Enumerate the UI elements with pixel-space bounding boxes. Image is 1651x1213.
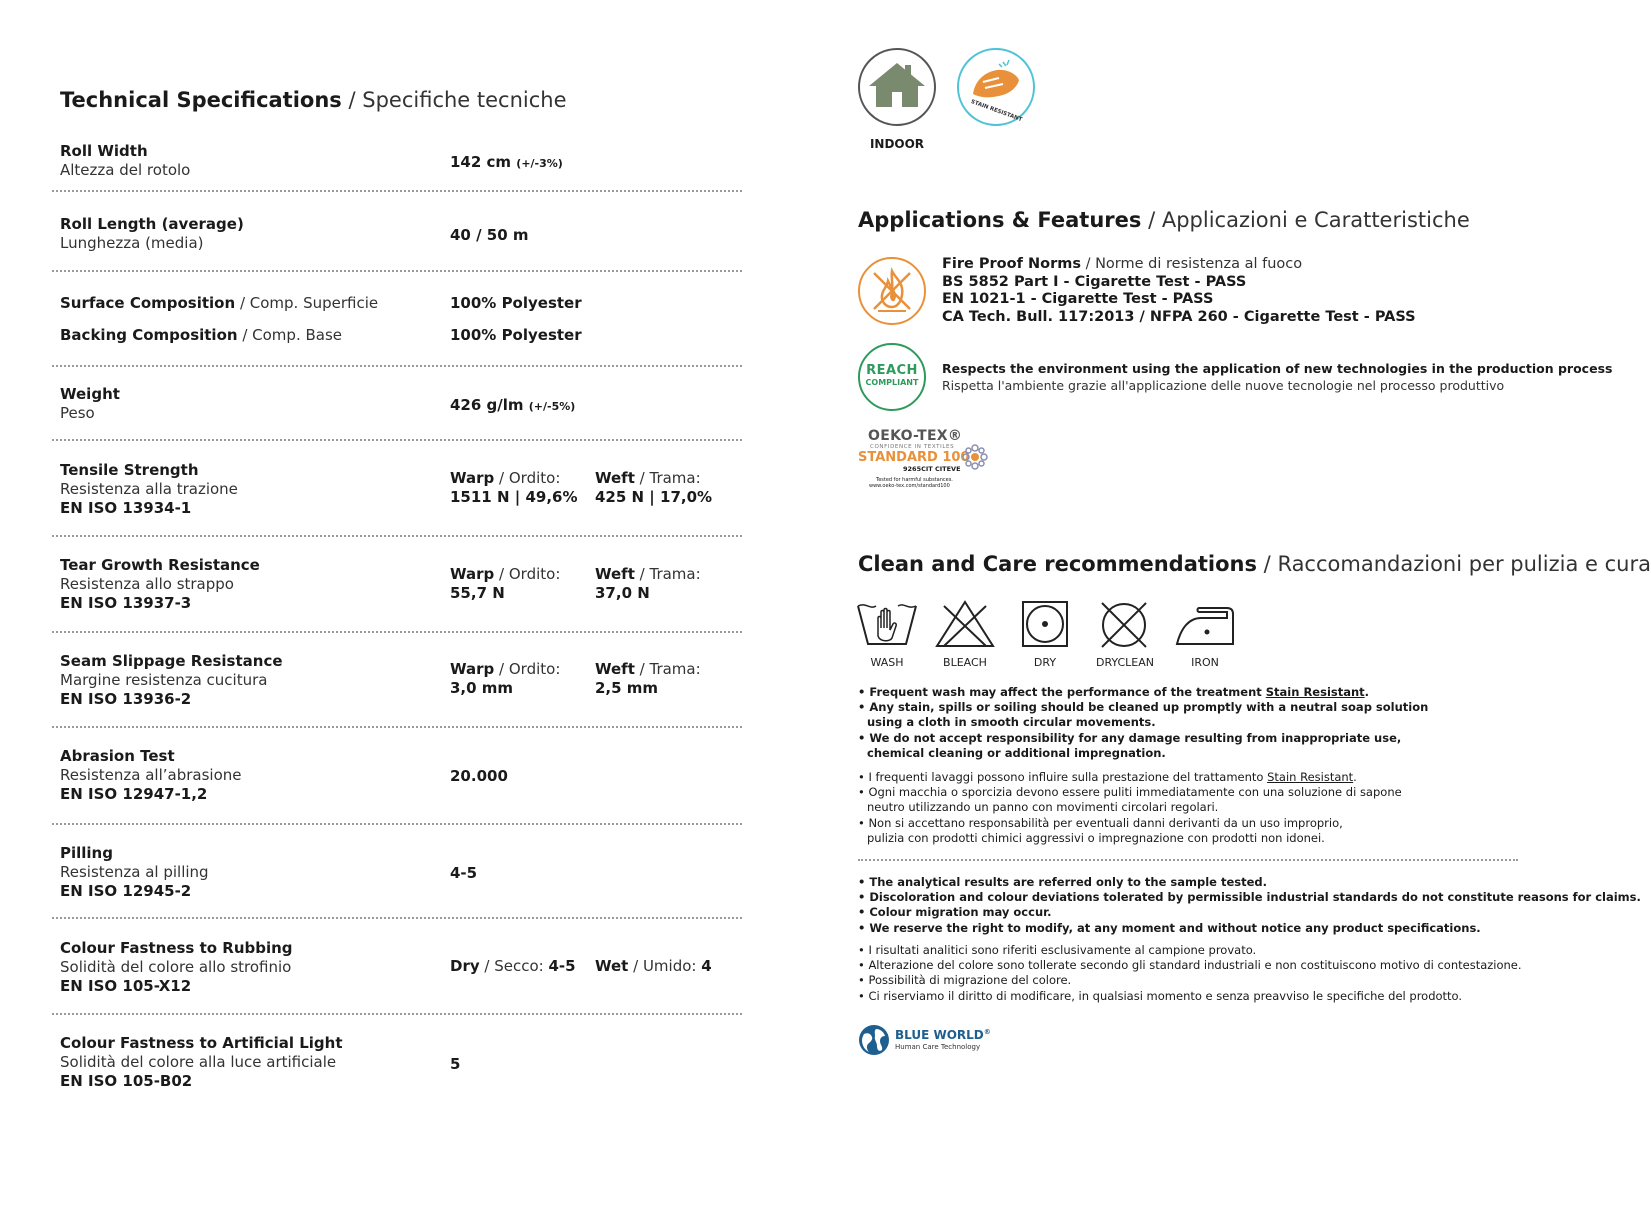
bleach-no-icon [934, 600, 996, 650]
note-text: • I frequenti lavaggi possono influire sulla prestazione del trattamento [858, 770, 1268, 784]
note-text: pulizia con prodotti chimici aggressivi o impregnazione con prodotti non idonei. [867, 830, 1325, 845]
stain-badge-text: STAIN RESISTANT [969, 99, 1023, 124]
stain-resistant-link: Stain Resistant [1265, 685, 1365, 699]
brand-name-text: BLUE WORLD [895, 1028, 984, 1042]
note-text: • Any stain, spills or soiling should be cleaned up promptly with a neutral soap solution [858, 700, 1429, 715]
weft-label-it: Trama: [649, 565, 701, 583]
spec-norm: EN ISO 105-X12 [60, 977, 192, 995]
weft-label-it: Trama: [649, 660, 701, 678]
bleach-label: BLEACH [943, 656, 987, 669]
spec-label-en: Seam Slippage Resistance [60, 652, 283, 670]
care-notes-en [858, 685, 1428, 761]
spec-norm: EN ISO 13936-2 [60, 690, 192, 708]
wet-label: Wet [595, 957, 629, 975]
brand-reg: ® [983, 1028, 991, 1036]
spec-label-en: Surface Composition [60, 294, 236, 312]
wet-value: 4 [701, 957, 712, 975]
flame-icon [860, 259, 924, 323]
brand-tagline: Human Care Technology [895, 1043, 981, 1051]
reach-compliant-text: COMPLIANT [865, 378, 919, 387]
value-text: 426 g/lm [450, 396, 524, 414]
tech-title [60, 88, 567, 112]
dry-label: Dry [450, 957, 480, 975]
spec-label-it: Margine resistenza cucitura [60, 671, 268, 689]
spec-label-it: Resistenza allo strappo [60, 575, 234, 593]
spec-label-it: Resistenza al pilling [60, 863, 209, 881]
disclaimers-it [858, 943, 1522, 1004]
apps-title-it: Applicazioni e Caratteristiche [1161, 208, 1470, 232]
spec-label-it: Solidità del colore alla luce artificiale [60, 1053, 337, 1071]
abrasion-value: 20.000 [450, 767, 508, 785]
spec-label-en: Weight [60, 385, 120, 403]
value-text: 142 cm [450, 153, 512, 171]
backing-value: 100% Polyester [450, 326, 582, 344]
spec-label-en: Tensile Strength [60, 461, 199, 479]
pilling-value: 4-5 [450, 864, 478, 882]
disclaimer-line: • The analytical results are referred only to the sample tested. [858, 875, 1267, 889]
weft-label: Weft [595, 660, 635, 678]
fire-norms-block: Fire Proof Norms / Norme di resistenza al fuoco BS 5852 Part I - Cigarette Test - PASS EN 1021-1 - Cigarette Test - PASS CA Tech. Bull. 117:2013 / NFPA 260 - Cigarette Test - PASS [942, 256, 1416, 325]
care-title-it: Raccomandazioni per pulizia e cura [1277, 552, 1651, 576]
weft-value: 425 N | 17,0% [595, 488, 713, 506]
row-divider [52, 631, 742, 633]
note-text: • Non si accettano responsabilità per eventuali danni derivanti da un uso improprio, [858, 815, 1343, 830]
weft-value: 2,5 mm [595, 679, 659, 697]
brand-name [895, 1028, 991, 1042]
disclaimer-line: • I risultati analitici sono riferiti esclusivamente al campione provato. [858, 943, 1257, 957]
oeko-brand: OEKO-TEX® [868, 428, 963, 444]
iron-icon [1175, 604, 1237, 648]
note-text: chemical cleaning or additional impregnation. [867, 745, 1166, 760]
reach-compliant-badge [858, 343, 926, 411]
spec-abrasion [60, 747, 242, 804]
warp-value: 1511 N | 49,6% [450, 488, 578, 506]
fire-title-en: Fire Proof Norms [942, 256, 1081, 272]
fire-norm-line: CA Tech. Bull. 117:2013 / NFPA 260 - Cigarette Test - PASS [942, 308, 1416, 325]
oeko-url: www.oeko-tex.com/standard100 [869, 483, 950, 489]
note-text: . [1364, 685, 1370, 699]
note-text: • We do not accept responsibility for any damage resulting from inappropriate use, [858, 730, 1402, 745]
spec-label-it: Comp. Base [252, 326, 343, 344]
tolerance: (+/-3%) [516, 157, 563, 170]
care-title [858, 552, 1651, 576]
iron-label: IRON [1191, 656, 1219, 669]
warp-value: 55,7 N [450, 584, 505, 602]
row-divider [52, 823, 742, 825]
tech-title-it: Specifiche tecniche [362, 88, 567, 112]
spec-roll-width [60, 142, 190, 180]
dry-label-it: Secco: [494, 957, 544, 975]
row-divider [52, 439, 742, 441]
row-divider [52, 535, 742, 537]
oeko-cert: 9265CIT CITEVE [903, 465, 961, 473]
note-text: neutro utilizzando un panno con movimenti circolari regolari. [867, 800, 1219, 815]
tensile-weft: Weft / Trama: 425 N | 17,0% [595, 469, 713, 506]
tech-title-en: Technical Specifications [60, 88, 342, 112]
weight-value [450, 396, 575, 416]
oeko-flower-icon [962, 444, 988, 470]
fire-proof-badge [858, 257, 926, 325]
dry-label: DRY [1033, 656, 1057, 669]
weft-value: 37,0 N [595, 584, 650, 602]
wet-label-it: Umido: [642, 957, 697, 975]
disclaimer-line: • Possibilità di migrazione del colore. [858, 973, 1072, 988]
oeko-tested: Tested for harmful substances. [876, 477, 953, 483]
fire-title-it: Norme di resistenza al fuoco [1095, 256, 1303, 272]
dry-value: 4-5 [548, 957, 576, 975]
disclaimer-line: • Ci riserviamo il diritto di modificare, in qualsiasi momento e senza preavviso le specifiche del prodotto. [858, 988, 1463, 1003]
tear-warp: Warp / Ordito: 55,7 N [450, 565, 561, 602]
wash-hand-icon [856, 600, 918, 650]
stain-resistant-badge [957, 48, 1035, 126]
oeko-tex-logo [858, 428, 998, 489]
spec-norm: EN ISO 105-B02 [60, 1072, 193, 1090]
spec-label-it: Comp. Superficie [249, 294, 379, 312]
spec-seam [60, 652, 283, 709]
care-divider [858, 859, 1518, 861]
light-value: 5 [450, 1055, 461, 1073]
title-separator: / [1141, 208, 1162, 232]
warp-label: Warp [450, 565, 495, 583]
warp-label-it: Ordito: [508, 565, 561, 583]
note-text: . [1353, 770, 1357, 784]
title-separator: / [341, 88, 363, 112]
indoor-badge [858, 48, 936, 126]
row-divider [52, 190, 742, 192]
tear-weft: Weft / Trama: 37,0 N [595, 565, 701, 602]
disclaimers-en [858, 875, 1641, 936]
wash-label: WASH [870, 656, 904, 669]
spec-label-it: Solidità del colore allo strofinio [60, 958, 292, 976]
rubbing-wet: Wet / Umido: 4 [595, 957, 712, 975]
spec-rubbing [60, 939, 293, 996]
spec-norm: EN ISO 13937-3 [60, 594, 192, 612]
spec-label-en: Abrasion Test [60, 747, 175, 765]
apps-title-en: Applications & Features [858, 208, 1142, 232]
spec-weight [60, 385, 120, 423]
tolerance: (+/-5%) [528, 400, 576, 413]
spec-label-en: Tear Growth Resistance [60, 556, 260, 574]
spec-light [60, 1034, 343, 1091]
spec-tear [60, 556, 260, 613]
spec-roll-length [60, 215, 244, 253]
surface-value: 100% Polyester [450, 294, 582, 312]
tumble-dry-icon [1021, 600, 1069, 648]
spec-label-en: Colour Fastness to Artificial Light [60, 1034, 343, 1052]
stain-hand-icon [959, 50, 1033, 124]
spec-label-en: Backing Composition [60, 326, 238, 344]
row-divider [52, 365, 742, 367]
warp-label: Warp [450, 660, 495, 678]
dryclean-no-icon [1098, 600, 1150, 650]
roll-width-value [450, 153, 563, 173]
spec-norm: EN ISO 13934-1 [60, 499, 192, 517]
fire-norm-line: EN 1021-1 - Cigarette Test - PASS [942, 291, 1214, 307]
note-text: • Ogni macchia o sporcizia devono essere puliti immediatamente con una soluzione di sapone [858, 785, 1402, 800]
warp-value: 3,0 mm [450, 679, 514, 697]
weft-label: Weft [595, 469, 635, 487]
warp-label: Warp [450, 469, 495, 487]
spec-label-en: Roll Width [60, 142, 148, 160]
spec-norm: EN ISO 12945-2 [60, 882, 192, 900]
oeko-sub: CONFIDENCE IN TEXTILES [870, 444, 955, 450]
note-text: using a cloth in smooth circular movements. [867, 715, 1156, 730]
oeko-standard: STANDARD 100 [858, 450, 970, 465]
seam-weft: Weft / Trama: 2,5 mm [595, 660, 701, 697]
spec-backing: Backing Composition / Comp. Base [60, 326, 343, 344]
care-notes-it [858, 770, 1402, 846]
spec-label-it: Resistenza all’abrasione [60, 766, 242, 784]
stain-resistant-link: Stain Resistant [1267, 770, 1354, 784]
spec-label-it: Altezza del rotolo [60, 161, 191, 179]
warp-label-it: Ordito: [508, 660, 561, 678]
weft-label-it: Trama: [649, 469, 701, 487]
spec-norm: EN ISO 12947-1,2 [60, 785, 208, 803]
disclaimer-line: • Alterazione del colore sono tollerate secondo gli standard industriali e non costituiscono motivo di contestazione. [858, 958, 1522, 973]
row-divider [52, 1013, 742, 1015]
disclaimer-line: • Discoloration and colour deviations tolerated by permissible industrial standards do not constitute reasons for claims. [858, 890, 1641, 905]
spec-pilling [60, 844, 209, 901]
title-separator: / [1257, 552, 1278, 576]
house-icon [860, 50, 934, 124]
apps-title [858, 208, 1470, 232]
care-title-en: Clean and Care recommendations [858, 552, 1257, 576]
reach-text: REACH [866, 363, 918, 378]
weft-label: Weft [595, 565, 635, 583]
fire-norm-line: BS 5852 Part I - Cigarette Test - PASS [942, 273, 1247, 290]
dryclean-label: DRYCLEAN [1095, 656, 1155, 669]
spec-label-en: Pilling [60, 844, 113, 862]
indoor-label: INDOOR [869, 137, 925, 151]
seam-warp: Warp / Ordito: 3,0 mm [450, 660, 561, 697]
spec-label-it: Lunghezza (media) [60, 234, 204, 252]
env-en: Respects the environment using the application of new technologies in the production process [942, 361, 1613, 376]
env-it: Rispetta l'ambiente grazie all'applicazione delle nuove tecnologie nel processo produttivo [942, 378, 1505, 393]
roll-length-value: 40 / 50 m [450, 226, 529, 244]
globe-icon [858, 1024, 890, 1056]
disclaimer-line: • Colour migration may occur. [858, 905, 1052, 920]
rubbing-dry: Dry / Secco: 4-5 [450, 957, 576, 975]
spec-label-it: Resistenza alla trazione [60, 480, 238, 498]
row-divider [52, 270, 742, 272]
warp-label-it: Ordito: [508, 469, 561, 487]
note-text: • Frequent wash may affect the performance of the treatment [858, 685, 1266, 699]
spec-label-en: Roll Length (average) [60, 215, 244, 233]
row-divider [52, 917, 742, 919]
tensile-warp: Warp / Ordito: 1511 N | 49,6% [450, 469, 578, 506]
disclaimer-line: • We reserve the right to modify, at any moment and without notice any product specifications. [858, 920, 1481, 935]
spec-surface: Surface Composition / Comp. Superficie [60, 294, 379, 312]
row-divider [52, 726, 742, 728]
spec-label-en: Colour Fastness to Rubbing [60, 939, 293, 957]
spec-label-it: Peso [60, 404, 95, 422]
environment-text [942, 360, 1612, 394]
spec-tensile [60, 461, 238, 518]
